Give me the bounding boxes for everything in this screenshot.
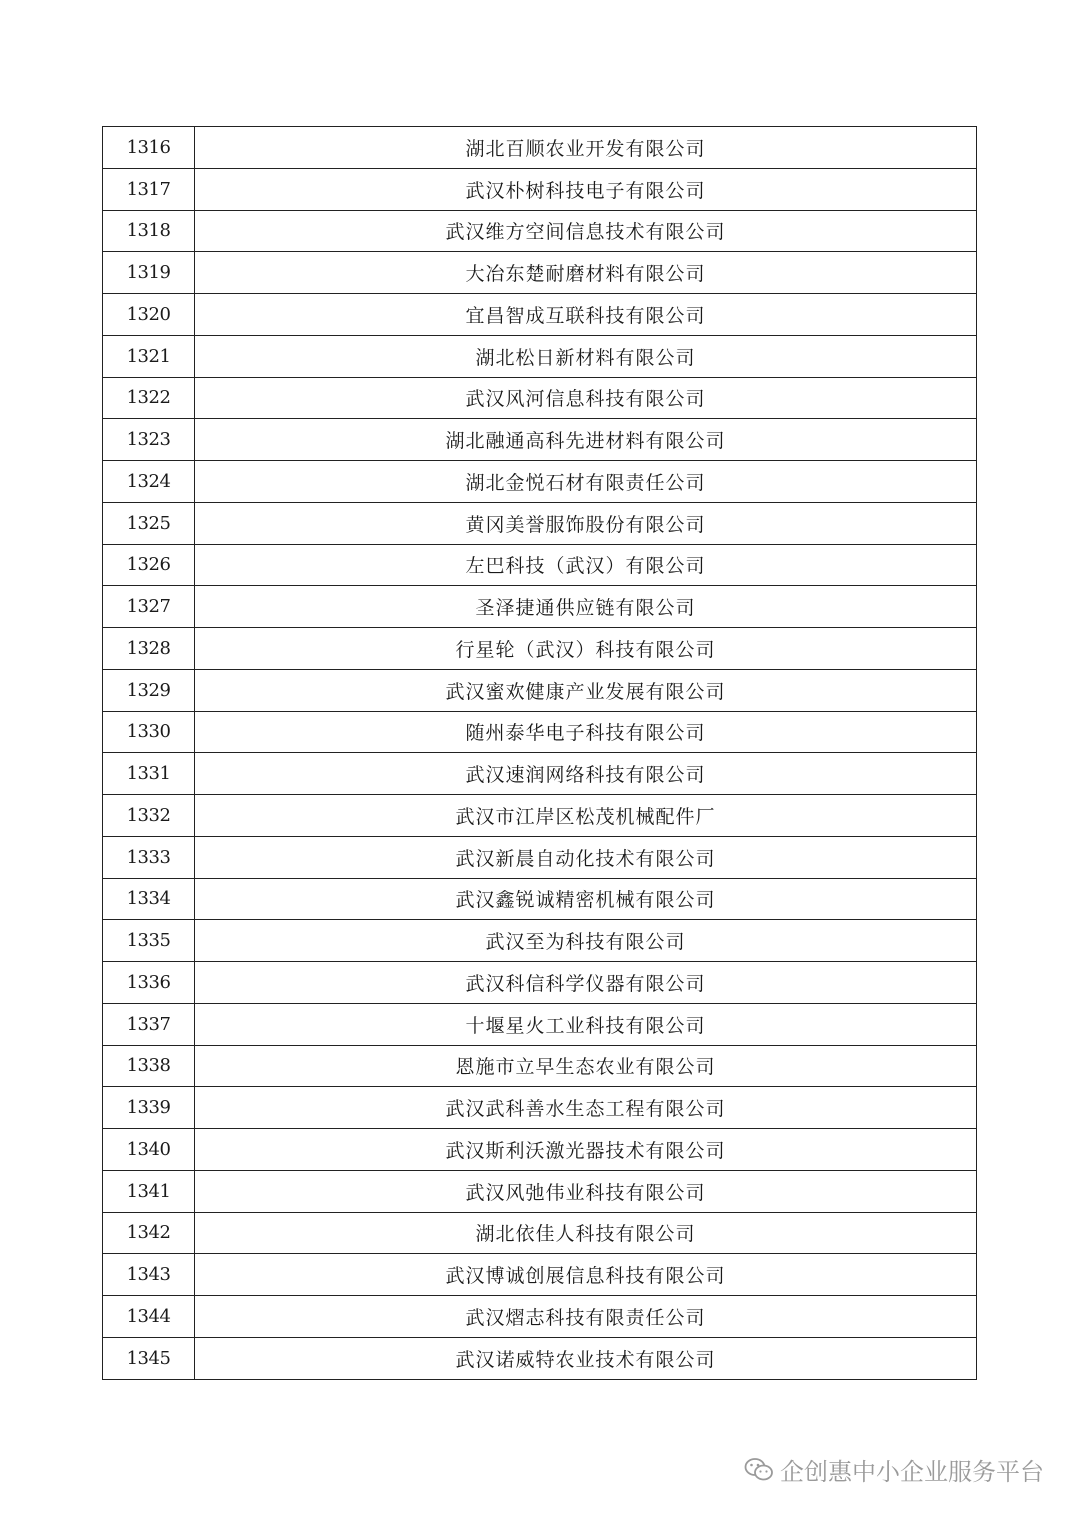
company-name: 大冶东楚耐磨材料有限公司 [195, 252, 977, 294]
row-number: 1345 [103, 1337, 195, 1379]
row-number: 1344 [103, 1296, 195, 1338]
table-row [103, 461, 977, 503]
table-row [103, 127, 977, 169]
table-row [103, 168, 977, 210]
row-number: 1331 [103, 753, 195, 795]
row-number: 1317 [103, 168, 195, 210]
row-number: 1332 [103, 795, 195, 837]
company-name: 左巴科技（武汉）有限公司 [195, 544, 977, 586]
company-name: 十堰星火工业科技有限公司 [195, 1003, 977, 1045]
row-number: 1321 [103, 335, 195, 377]
row-number: 1338 [103, 1045, 195, 1087]
row-number: 1330 [103, 711, 195, 753]
company-name: 武汉博诚创展信息科技有限公司 [195, 1254, 977, 1296]
row-number: 1341 [103, 1170, 195, 1212]
row-number: 1343 [103, 1254, 195, 1296]
company-name: 武汉速润网络科技有限公司 [195, 753, 977, 795]
row-number: 1324 [103, 461, 195, 503]
company-name: 武汉武科善水生态工程有限公司 [195, 1087, 977, 1129]
company-name: 武汉熠志科技有限责任公司 [195, 1296, 977, 1338]
row-number: 1335 [103, 920, 195, 962]
table-row [103, 1296, 977, 1338]
table-row [103, 628, 977, 670]
table-row [103, 335, 977, 377]
table-row [103, 669, 977, 711]
table-row [103, 1087, 977, 1129]
company-name: 武汉市江岸区松茂机械配件厂 [195, 795, 977, 837]
watermark [744, 1452, 1044, 1487]
table-row [103, 795, 977, 837]
company-list-table [102, 126, 977, 1380]
company-list-body [103, 127, 977, 1380]
table-row [103, 544, 977, 586]
table-row [103, 377, 977, 419]
company-name: 湖北依佳人科技有限公司 [195, 1212, 977, 1254]
row-number: 1333 [103, 836, 195, 878]
company-name: 圣泽捷通供应链有限公司 [195, 586, 977, 628]
company-name: 武汉新晨自动化技术有限公司 [195, 836, 977, 878]
table-row [103, 1212, 977, 1254]
table-row [103, 1337, 977, 1379]
table-row [103, 252, 977, 294]
row-number: 1318 [103, 210, 195, 252]
table-row [103, 878, 977, 920]
company-name: 武汉至为科技有限公司 [195, 920, 977, 962]
company-name: 湖北融通高科先进材料有限公司 [195, 419, 977, 461]
row-number: 1328 [103, 628, 195, 670]
company-name: 宜昌智成互联科技有限公司 [195, 294, 977, 336]
row-number: 1327 [103, 586, 195, 628]
company-name: 武汉科信科学仪器有限公司 [195, 962, 977, 1004]
row-number: 1326 [103, 544, 195, 586]
company-name: 行星轮（武汉）科技有限公司 [195, 628, 977, 670]
row-number: 1322 [103, 377, 195, 419]
table-row [103, 210, 977, 252]
company-name: 黄冈美誉服饰股份有限公司 [195, 502, 977, 544]
table-row [103, 1170, 977, 1212]
company-name: 湖北百顺农业开发有限公司 [195, 127, 977, 169]
company-name: 武汉风弛伟业科技有限公司 [195, 1170, 977, 1212]
row-number: 1337 [103, 1003, 195, 1045]
table-row [103, 1003, 977, 1045]
company-name: 湖北金悦石材有限责任公司 [195, 461, 977, 503]
row-number: 1319 [103, 252, 195, 294]
row-number: 1325 [103, 502, 195, 544]
company-name: 武汉维方空间信息技术有限公司 [195, 210, 977, 252]
row-number: 1342 [103, 1212, 195, 1254]
row-number: 1329 [103, 669, 195, 711]
row-number: 1334 [103, 878, 195, 920]
company-name: 武汉蜜欢健康产业发展有限公司 [195, 669, 977, 711]
company-name: 恩施市立早生态农业有限公司 [195, 1045, 977, 1087]
company-name: 随州泰华电子科技有限公司 [195, 711, 977, 753]
table-row [103, 586, 977, 628]
table-row [103, 836, 977, 878]
wechat-icon [744, 1457, 774, 1483]
table-row [103, 502, 977, 544]
row-number: 1336 [103, 962, 195, 1004]
company-name: 武汉鑫锐诚精密机械有限公司 [195, 878, 977, 920]
watermark-text: 企创惠中小企业服务平台 [780, 1458, 1044, 1486]
company-name: 湖北松日新材料有限公司 [195, 335, 977, 377]
company-name: 武汉朴树科技电子有限公司 [195, 168, 977, 210]
table-row [103, 1129, 977, 1171]
row-number: 1339 [103, 1087, 195, 1129]
row-number: 1320 [103, 294, 195, 336]
table-row [103, 419, 977, 461]
table-row [103, 294, 977, 336]
table-row [103, 711, 977, 753]
row-number: 1323 [103, 419, 195, 461]
table-row [103, 962, 977, 1004]
company-name: 武汉风河信息科技有限公司 [195, 377, 977, 419]
table-row [103, 753, 977, 795]
table-row [103, 920, 977, 962]
company-name: 武汉斯利沃激光器技术有限公司 [195, 1129, 977, 1171]
table-row [103, 1045, 977, 1087]
table-row [103, 1254, 977, 1296]
row-number: 1316 [103, 127, 195, 169]
company-name: 武汉诺威特农业技术有限公司 [195, 1337, 977, 1379]
row-number: 1340 [103, 1129, 195, 1171]
